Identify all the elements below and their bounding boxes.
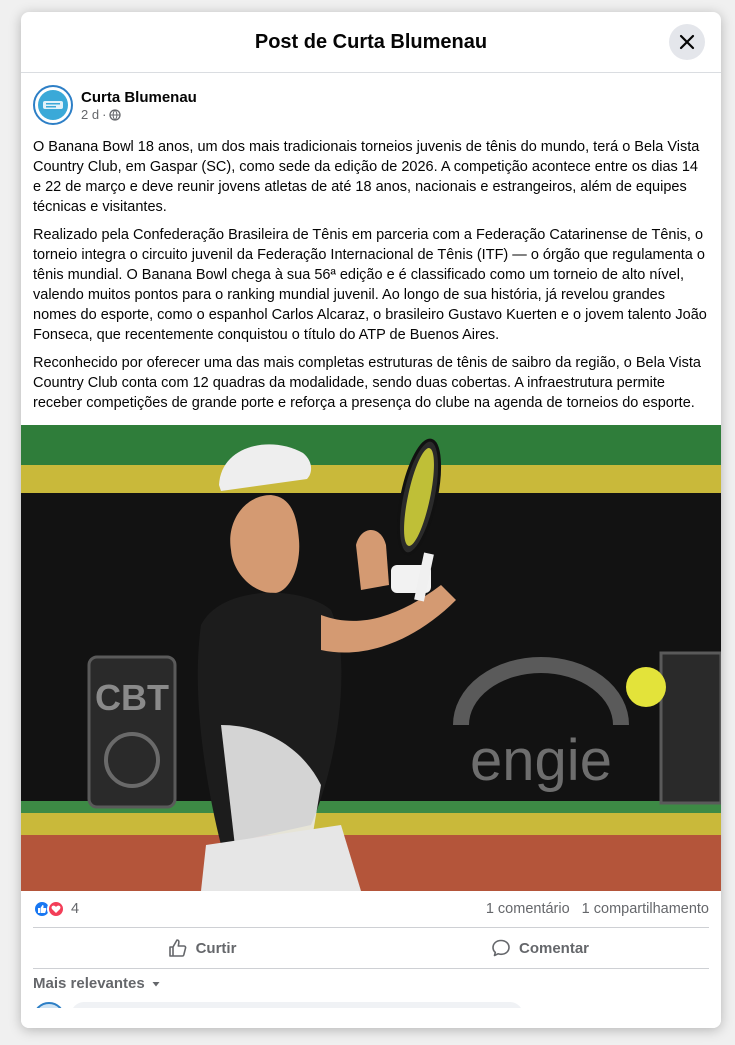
reaction-summary[interactable] bbox=[33, 900, 79, 918]
meta-separator: · bbox=[102, 106, 107, 122]
post-time[interactable]: 2 d bbox=[81, 106, 100, 122]
thumbs-up-icon bbox=[168, 938, 188, 958]
comment-sort-dropdown[interactable] bbox=[21, 969, 721, 998]
post-text bbox=[21, 125, 721, 413]
post-photo[interactable] bbox=[21, 425, 721, 891]
modal-header bbox=[21, 12, 721, 73]
comment-label: Comentar bbox=[518, 939, 589, 957]
post-modal bbox=[21, 12, 721, 1028]
post-paragraph: O Banana Bowl 18 anos, um dos mais tradicionais torneios juvenis de tênis do mundo, terá o Bela Vista Country Club, em Gaspar (SC), como sede da edição de 2026. A competição acontece entre os dias 14 e 22 de março e deve reunir jovens atletas de até 18 anos, nacionais e estrangeiros, além de equipes técnicas e visitantes. bbox=[33, 139, 700, 215]
tennis-player-photo bbox=[21, 425, 721, 891]
author-avatar[interactable] bbox=[33, 85, 73, 125]
post-paragraph: Realizado pela Confederação Brasileira de Tênis em parceria com a Federação Catarinense de Tênis, o torneio integra o circuito juvenil da Federação Internacional de Tênis (ITF) — o órgão que regulamenta o tênis mundial. O Banana Bowl chega à sua 56ª edição e é classificado como um torneio de alto nível, valendo muitos pontos para o ranking mundial juvenil. Ao longo de sua história, já revelou grandes nomes do esporte, como o espanhol Carlos Alcaraz, o brasileiro Gustavo Kuerten e o jovem talento João Fonseca, que recentemente conquistou o título do ATP de Buenos Aires. bbox=[33, 227, 707, 343]
globe-icon bbox=[109, 109, 121, 121]
shares-count[interactable]: 1 compartilhamento bbox=[581, 901, 709, 917]
close-icon bbox=[679, 34, 695, 50]
comments-count[interactable]: 1 comentário bbox=[485, 901, 570, 917]
sponsor-sign: engie bbox=[470, 728, 612, 793]
sort-label: Mais relevantes bbox=[33, 975, 145, 992]
like-button[interactable] bbox=[33, 928, 371, 968]
close-button[interactable] bbox=[669, 24, 705, 60]
post-actions bbox=[33, 927, 709, 969]
post-meta bbox=[81, 107, 197, 123]
comment-icon bbox=[491, 938, 511, 958]
page-logo bbox=[38, 90, 68, 120]
modal-bottom-edge bbox=[21, 1008, 721, 1028]
comment-button[interactable] bbox=[371, 928, 709, 968]
modal-title: Post de Curta Blumenau bbox=[254, 30, 488, 53]
post-paragraph: Reconhecido por oferecer uma das mais completas estruturas de tênis de saibro da região, o Bela Vista Country Club conta com 12 quadras da modalidade, sendo duas cobertas. A infraestrutura permite receber competições de grande porte e reforça a presença do clube na agenda de torneios do esporte. bbox=[33, 355, 701, 411]
love-reaction-icon bbox=[47, 900, 65, 918]
post-stats bbox=[486, 901, 709, 917]
reaction-count: 4 bbox=[71, 901, 80, 917]
like-label: Curtir bbox=[195, 939, 237, 957]
post-header bbox=[21, 73, 721, 125]
cbt-sign: CBT bbox=[95, 677, 169, 718]
author-name[interactable]: Curta Blumenau bbox=[81, 88, 197, 106]
caret-down-icon bbox=[151, 979, 161, 989]
reactions-row bbox=[21, 891, 721, 927]
